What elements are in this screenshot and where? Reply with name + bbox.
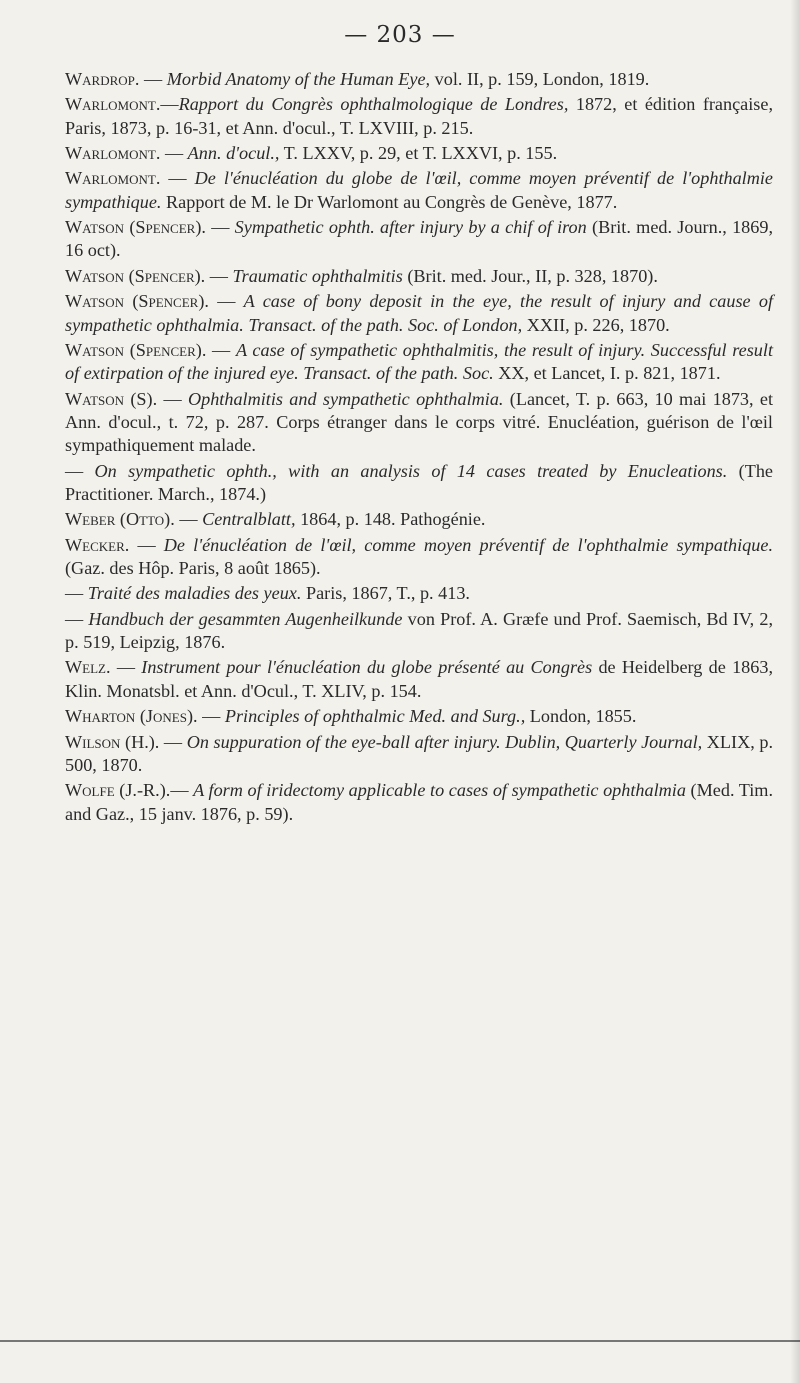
bibliography-list	[63, 68, 773, 828]
bibliography-entry	[63, 705, 773, 728]
entry-details: de Heidelberg de 1863, Klin. Monatsbl. et Ann. d'Ocul., T. XLIV, p. 154.	[65, 657, 773, 701]
bibliography-entry	[63, 534, 773, 581]
entry-author: Weber (Otto).	[65, 509, 175, 530]
entry-title: Principles of ophthalmic Med. and Surg.,	[224, 706, 526, 727]
bibliography-entry	[63, 216, 773, 263]
bibliography-entry	[63, 167, 773, 214]
entry-details: (Gaz. des Hôp. Paris, 8 août 1865).	[65, 557, 321, 578]
entry-separator: —	[160, 143, 188, 164]
bibliography-entry	[63, 608, 773, 655]
entry-details: Rapport de M. le Dr Warlomont au Congrès de Genève, 1877.	[161, 191, 618, 212]
entry-details: vol. II, p. 159, London, 1819.	[430, 69, 650, 89]
entry-author: Wilson (H.).	[65, 731, 160, 752]
entry-details: (The Practitioner. March., 1874.)	[65, 460, 773, 504]
entry-separator: —	[65, 608, 89, 629]
entry-author: Welz.	[65, 657, 111, 678]
entry-separator: —	[206, 339, 236, 360]
entry-details: Paris, 1867, T., p. 413.	[301, 583, 470, 604]
entry-title: De l'énucléation du globe de l'œil, comme moyen préventif de l'ophthalmie sympathique.	[65, 168, 773, 212]
entry-separator: —	[157, 388, 188, 409]
entry-author: Watson (S).	[65, 388, 158, 409]
entry-title: Handbuch der gesammten Augenheilkunde	[88, 608, 403, 629]
entry-separator: —	[170, 780, 194, 801]
entry-title: Rapport du Congrès ophthalmologique de Londres,	[178, 94, 569, 115]
entry-details: (Brit. med. Jour., II, p. 328, 1870).	[402, 265, 658, 286]
entry-details: 1864, p. 148. Pathogénie.	[295, 509, 486, 530]
entry-author: Warlomont.	[65, 168, 161, 189]
bibliography-entry	[63, 388, 773, 458]
bibliography-entry	[63, 731, 773, 778]
entry-details: XLIX, p. 500, 1870.	[65, 731, 773, 775]
entry-title: Traité des maladies des yeux.	[87, 583, 302, 604]
entry-separator: —	[65, 583, 88, 604]
bibliography-entry	[63, 265, 773, 288]
entry-separator: —	[197, 706, 225, 727]
entry-details: (Brit. med. Journ., 1869, 16 oct).	[65, 217, 773, 261]
entry-title: Centralblatt,	[202, 509, 296, 530]
entry-author: Watson (Spencer).	[65, 291, 209, 312]
entry-title: Ann. d'ocul.,	[187, 143, 280, 164]
bibliography-entry	[63, 68, 773, 91]
entry-separator: —	[159, 731, 187, 752]
entry-author: Wecker.	[65, 534, 130, 555]
entry-details: T. LXXV, p. 29, et T. LXXVI, p. 155.	[279, 143, 558, 164]
entry-details: XX, et Lancet, I. p. 821, 1871.	[493, 363, 721, 384]
entry-author: Watson (Spencer).	[65, 217, 206, 238]
entry-title: A case of bony deposit in the eye, the result of injury and cause of sympathetic ophthalmia. Transact. of the path. Soc. of London,	[65, 291, 774, 335]
bibliography-entry	[63, 142, 773, 165]
entry-separator: —	[160, 94, 179, 115]
entry-separator: —	[65, 460, 95, 481]
entry-separator: —	[129, 534, 164, 555]
bibliography-entry	[63, 508, 773, 531]
bibliography-entry	[63, 93, 773, 140]
entry-details: 1872, et édition française, Paris, 1873, p. 16-31, et Ann. d'ocul., T. LXVIII, p. 215.	[65, 94, 773, 138]
entry-separator: —	[174, 509, 203, 530]
entry-details: (Lancet, T. p. 663, 10 mai 1873, et Ann. d'ocul., t. 72, p. 287. Corps étranger dans le corps vitré. Enucléation, guérison de l'œil sympathiquement malade.	[65, 388, 774, 456]
entry-separator: —	[205, 217, 235, 238]
entry-details: von Prof. A. Græfe und Prof. Saemisch, Bd IV, 2, p. 519, Leipzig, 1876.	[65, 608, 773, 653]
entry-author: Warlomont.	[65, 94, 161, 115]
entry-author: Wolfe (J.-R.).	[65, 780, 171, 801]
entry-title: A form of iridectomy applicable to cases of sympathetic ophthalmia	[193, 780, 686, 801]
bibliography-entry	[63, 779, 773, 826]
entry-author: Wharton (Jones).	[65, 706, 198, 727]
entry-title: On suppuration of the eye-ball after injury. Dublin, Quarterly Journal,	[186, 731, 703, 752]
entry-title: Ophthalmitis and sympathetic ophthalmia.	[187, 388, 504, 409]
entry-author: Wardrop.	[65, 69, 140, 89]
entry-title: Morbid Anatomy of the Human Eye,	[166, 69, 431, 89]
entry-separator: —	[160, 168, 195, 189]
page-right-shadow	[790, 0, 800, 1383]
entry-author: Watson (Spencer).	[65, 265, 206, 286]
page-number: — 203 —	[344, 22, 456, 48]
page-bottom-edge	[0, 1340, 800, 1342]
entry-separator: —	[139, 69, 167, 89]
bibliography-entry	[63, 582, 773, 605]
entry-title: De l'énucléation de l'œil, comme moyen préventif de l'ophthalmie sympathique.	[163, 534, 773, 555]
entry-details: London, 1855.	[525, 706, 637, 727]
entry-details: XXII, p. 226, 1870.	[522, 314, 670, 335]
entry-title: On sympathetic ophth., with an analysis of 14 cases treated by Enucleations.	[94, 460, 728, 481]
entry-title: Traumatic ophthalmitis	[232, 265, 403, 286]
entry-title: A case of sympathetic ophthalmitis, the result of injury. Successful result of extirpation of the injured eye. Transact. of the path. Soc.	[65, 339, 774, 384]
bibliography-entry	[63, 460, 773, 507]
entry-separator: —	[110, 657, 142, 678]
entry-title: Sympathetic ophth. after injury by a chif of iron	[234, 217, 587, 238]
bibliography-entry	[63, 290, 773, 337]
entry-author: Watson (Spencer).	[65, 339, 207, 360]
entry-separator: —	[208, 291, 244, 312]
entry-details: (Med. Tim. and Gaz., 15 janv. 1876, p. 59).	[65, 780, 773, 824]
entry-title: Instrument pour l'énucléation du globe présenté au Congrès	[141, 657, 593, 678]
bibliography-entry	[63, 656, 773, 703]
entry-author: Warlomont.	[65, 143, 161, 164]
entry-separator: —	[205, 265, 233, 286]
bibliography-entry	[63, 339, 773, 386]
